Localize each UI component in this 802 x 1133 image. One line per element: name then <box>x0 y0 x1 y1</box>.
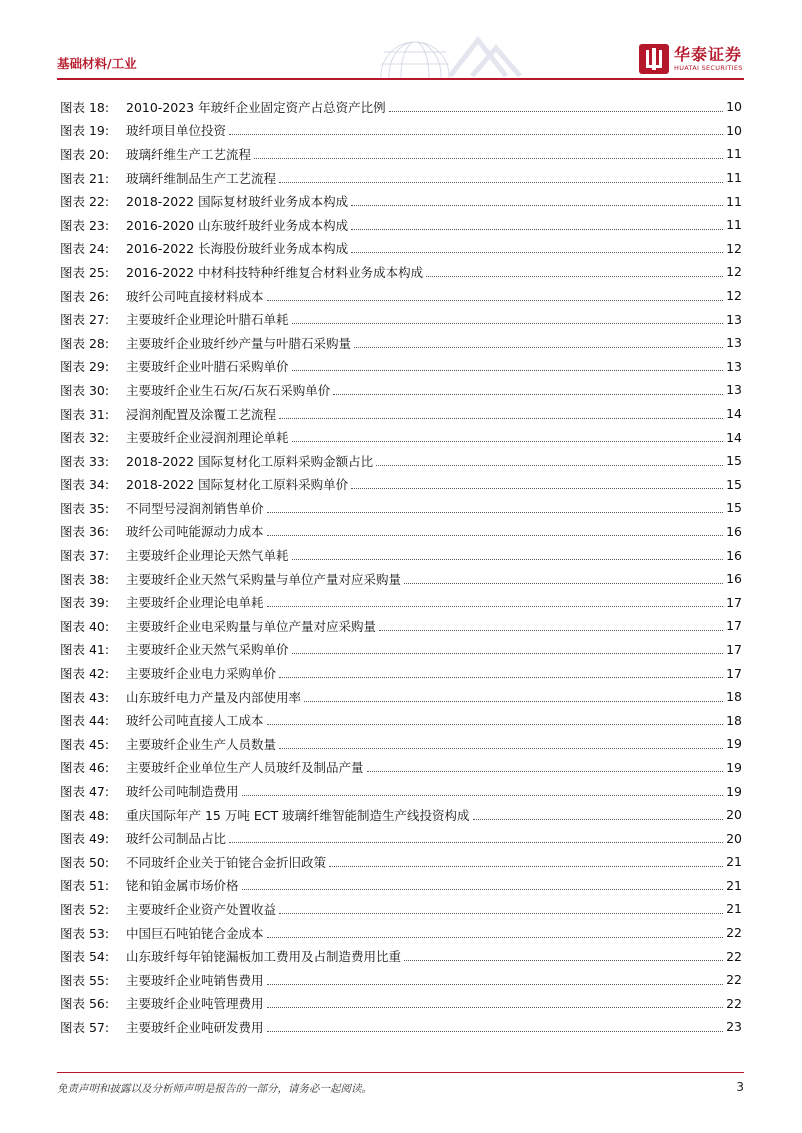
toc-dot-leader <box>351 196 723 206</box>
toc-entry-label: 图表 50: <box>60 854 110 870</box>
toc-entry-label: 图表 19: <box>60 123 110 139</box>
toc-entry-title: 玻纤公司吨直接人工成本 <box>126 713 264 729</box>
toc-dot-leader <box>404 574 723 584</box>
toc-entry-label: 图表 53: <box>60 925 110 941</box>
toc-entry-page: 13 <box>726 335 742 351</box>
toc-entry-page: 16 <box>726 547 742 563</box>
toc-entry-title: 山东玻纤每年铂铑漏板加工费用及占制造费用比重 <box>126 949 402 965</box>
toc-entry-label: 图表 29: <box>60 359 110 375</box>
toc-entry-page: 19 <box>726 736 742 752</box>
toc-entry-label: 图表 35: <box>60 500 110 516</box>
toc-entry-title: 主要玻纤企业叶腊石采购单价 <box>126 359 289 375</box>
toc-entry-page: 11 <box>726 170 742 186</box>
toc-dot-leader <box>379 621 723 631</box>
toc-dot-leader <box>229 833 723 843</box>
toc-entry-label: 图表 39: <box>60 595 110 611</box>
toc-entry[interactable] <box>60 756 742 780</box>
toc-entry[interactable] <box>60 661 742 685</box>
toc-entry[interactable] <box>60 496 742 520</box>
toc-entry-page: 22 <box>726 972 742 988</box>
toc-entry-page: 14 <box>726 429 742 445</box>
toc-entry-title: 主要玻纤企业理论叶腊石单耗 <box>126 312 289 328</box>
toc-dot-leader <box>267 1022 724 1032</box>
toc-entry[interactable] <box>60 992 742 1016</box>
toc-dot-leader <box>242 786 724 796</box>
toc-entry-title: 2018-2022 国际复材玻纤业务成本构成 <box>126 194 349 210</box>
toc-entry-title: 中国巨石吨铂铑合金成本 <box>126 925 264 941</box>
toc-dot-leader <box>267 998 724 1008</box>
toc-entry-page: 10 <box>726 99 742 115</box>
toc-entry-page: 11 <box>726 146 742 162</box>
toc-entry[interactable] <box>60 944 742 968</box>
toc-entry-title: 主要玻纤企业生石灰/石灰石采购单价 <box>126 382 331 398</box>
toc-entry-label: 图表 43: <box>60 689 110 705</box>
toc-dot-leader <box>267 928 724 938</box>
toc-entry[interactable] <box>60 425 742 449</box>
toc-entry-title: 主要玻纤企业生产人员数量 <box>126 736 277 752</box>
toc-entry[interactable] <box>60 803 742 827</box>
toc-entry-page: 20 <box>726 807 742 823</box>
toc-entry-label: 图表 28: <box>60 335 110 351</box>
toc-entry-label: 图表 32: <box>60 430 110 446</box>
header-decoration <box>300 30 540 78</box>
toc-entry-label: 图表 46: <box>60 760 110 776</box>
toc-dot-leader <box>329 857 723 867</box>
toc-dot-leader <box>254 149 723 159</box>
toc-dot-leader <box>267 291 724 301</box>
toc-dot-leader <box>292 644 724 654</box>
toc-entry-page: 13 <box>726 311 742 327</box>
huatai-logo <box>639 44 743 74</box>
toc-entry-label: 图表 54: <box>60 949 110 965</box>
toc-dot-leader <box>279 409 723 419</box>
toc-entry-label: 图表 33: <box>60 453 110 469</box>
logo-english-name: HUATAI SECURITIES <box>674 63 743 72</box>
toc-entry-label: 图表 36: <box>60 524 110 540</box>
toc-entry-title: 主要玻纤企业天然气采购量与单位产量对应采购量 <box>126 571 402 587</box>
toc-dot-leader <box>354 338 723 348</box>
arrow-graphic <box>450 40 520 76</box>
toc-entry-label: 图表 31: <box>60 406 110 422</box>
toc-entry-page: 19 <box>726 759 742 775</box>
toc-entry[interactable] <box>60 473 742 497</box>
toc-entry[interactable] <box>60 307 742 331</box>
toc-entry-title: 不同型号浸润剂销售单价 <box>126 500 264 516</box>
toc-entry-title: 不同玻纤企业关于铂铑合金折旧政策 <box>126 854 327 870</box>
toc-dot-leader <box>267 503 724 513</box>
toc-entry-label: 图表 47: <box>60 784 110 800</box>
toc-entry-page: 16 <box>726 571 742 587</box>
toc-entry-page: 19 <box>726 783 742 799</box>
toc-entry-title: 主要玻纤企业玻纤纱产量与叶腊石采购量 <box>126 335 352 351</box>
toc-entry-title: 重庆国际年产 15 万吨 ECT 玻璃纤维智能制造生产线投资构成 <box>126 807 470 823</box>
toc-entry[interactable] <box>60 378 742 402</box>
logo-chinese-name: 华泰证券 <box>674 44 743 64</box>
toc-dot-leader <box>304 692 723 702</box>
page-number: 3 <box>736 1080 744 1094</box>
toc-entry-page: 16 <box>726 523 742 539</box>
toc-entry-page: 12 <box>726 288 742 304</box>
toc-dot-leader <box>376 456 723 466</box>
toc-dot-leader <box>404 951 723 961</box>
toc-dot-leader <box>279 668 723 678</box>
toc-entry-page: 13 <box>726 382 742 398</box>
toc-entry-label: 图表 57: <box>60 1019 110 1035</box>
globe-graphic <box>381 42 449 78</box>
toc-entry-title: 主要玻纤企业吨销售费用 <box>126 972 264 988</box>
toc-entry-label: 图表 55: <box>60 972 110 988</box>
footer-divider <box>57 1072 744 1073</box>
toc-entry[interactable] <box>60 355 742 379</box>
toc-entry-label: 图表 24: <box>60 241 110 257</box>
toc-entry-page: 21 <box>726 854 742 870</box>
toc-dot-leader <box>279 739 723 749</box>
toc-entry-label: 图表 21: <box>60 170 110 186</box>
toc-entry-page: 22 <box>726 925 742 941</box>
toc-entry-title: 2018-2022 国际复材化工原料采购金额占比 <box>126 453 374 469</box>
toc-dot-leader <box>292 432 724 442</box>
toc-entry[interactable] <box>60 520 742 544</box>
toc-dot-leader <box>473 810 724 820</box>
toc-dot-leader <box>292 550 724 560</box>
toc-entry[interactable] <box>60 685 742 709</box>
toc-entry[interactable] <box>60 543 742 567</box>
toc-entry-title: 主要玻纤企业单位生产人员玻纤及制品产量 <box>126 760 364 776</box>
toc-entry[interactable] <box>60 968 742 992</box>
toc-entry-label: 图表 30: <box>60 382 110 398</box>
toc-entry-label: 图表 20: <box>60 146 110 162</box>
toc-entry-page: 20 <box>726 830 742 846</box>
toc-dot-leader <box>351 479 723 489</box>
toc-entry-title: 主要玻纤企业理论电单耗 <box>126 595 264 611</box>
toc-entry-label: 图表 48: <box>60 807 110 823</box>
toc-entry-title: 2018-2022 国际复材化工原料采购单价 <box>126 477 349 493</box>
toc-entry-page: 21 <box>726 901 742 917</box>
toc-entry-page: 11 <box>726 193 742 209</box>
toc-entry-label: 图表 52: <box>60 901 110 917</box>
huatai-logo-icon <box>639 44 669 74</box>
toc-entry-page: 12 <box>726 264 742 280</box>
toc-entry-label: 图表 26: <box>60 288 110 304</box>
toc-entry-title: 主要玻纤企业吨管理费用 <box>126 996 264 1012</box>
toc-entry-page: 12 <box>726 240 742 256</box>
toc-entry-page: 14 <box>726 406 742 422</box>
toc-entry-title: 玻纤项目单位投资 <box>126 123 227 139</box>
toc-entry-page: 17 <box>726 594 742 610</box>
toc-entry-title: 2010-2023 年玻纤企业固定资产占总资产比例 <box>126 99 386 115</box>
toc-entry-label: 图表 27: <box>60 312 110 328</box>
toc-dot-leader <box>292 314 724 324</box>
toc-entry-page: 18 <box>726 712 742 728</box>
toc-entry[interactable] <box>60 567 742 591</box>
toc-entry-label: 图表 34: <box>60 477 110 493</box>
toc-dot-leader <box>279 904 723 914</box>
toc-entry-page: 10 <box>726 122 742 138</box>
toc-entry[interactable] <box>60 119 742 143</box>
toc-entry[interactable] <box>60 897 742 921</box>
toc-entry-page: 17 <box>726 641 742 657</box>
toc-entry[interactable] <box>60 708 742 732</box>
toc-entry[interactable] <box>60 874 742 898</box>
toc-entry[interactable] <box>60 189 742 213</box>
toc-entry-title: 玻纤公司吨直接材料成本 <box>126 288 264 304</box>
header-divider <box>57 78 744 80</box>
toc-entry[interactable] <box>60 213 742 237</box>
toc-entry-page: 17 <box>726 618 742 634</box>
toc-dot-leader <box>389 102 723 112</box>
toc-entry-label: 图表 40: <box>60 618 110 634</box>
toc-entry-label: 图表 23: <box>60 217 110 233</box>
toc-entry-label: 图表 37: <box>60 548 110 564</box>
toc-entry-label: 图表 25: <box>60 264 110 280</box>
toc-entry-page: 21 <box>726 877 742 893</box>
toc-dot-leader <box>367 762 724 772</box>
toc-entry-title: 山东玻纤电力产量及内部使用率 <box>126 689 302 705</box>
toc-dot-leader <box>267 526 724 536</box>
toc-entry[interactable] <box>60 638 742 662</box>
toc-entry-page: 15 <box>726 476 742 492</box>
toc-dot-leader <box>229 125 723 135</box>
toc-entry[interactable] <box>60 779 742 803</box>
toc-entry[interactable] <box>60 614 742 638</box>
toc-entry-label: 图表 41: <box>60 642 110 658</box>
toc-entry-title: 玻纤公司制品占比 <box>126 831 227 847</box>
toc-entry[interactable] <box>60 260 742 284</box>
toc-entry-label: 图表 18: <box>60 99 110 115</box>
toc-entry[interactable] <box>60 331 742 355</box>
toc-dot-leader <box>242 880 724 890</box>
toc-entry-label: 图表 56: <box>60 996 110 1012</box>
toc-entry[interactable] <box>60 95 742 119</box>
toc-entry-title: 铑和铂金属市场价格 <box>126 878 239 894</box>
toc-entry-title: 主要玻纤企业吨研发费用 <box>126 1019 264 1035</box>
toc-entry-page: 22 <box>726 948 742 964</box>
toc-entry-title: 主要玻纤企业资产处置收益 <box>126 901 277 917</box>
toc-entry[interactable] <box>60 449 742 473</box>
toc-entry[interactable] <box>60 284 742 308</box>
toc-entry-title: 2016-2022 长海股份玻纤业务成本构成 <box>126 241 349 257</box>
toc-entry[interactable] <box>60 590 742 614</box>
toc-dot-leader <box>279 173 723 183</box>
toc-entry-label: 图表 38: <box>60 571 110 587</box>
toc-entry[interactable] <box>60 402 742 426</box>
toc-entry-title: 玻纤公司吨能源动力成本 <box>126 524 264 540</box>
toc-entry-page: 18 <box>726 689 742 705</box>
toc-entry-title: 主要玻纤企业浸润剂理论单耗 <box>126 430 289 446</box>
header-category: 基础材料/工业 <box>57 56 137 71</box>
toc-entry[interactable] <box>60 826 742 850</box>
toc-dot-leader <box>333 385 723 395</box>
toc-entry-page: 23 <box>726 1019 742 1035</box>
toc-dot-leader <box>292 361 724 371</box>
toc-entry-page: 11 <box>726 217 742 233</box>
toc-entry-title: 玻璃纤维生产工艺流程 <box>126 146 252 162</box>
footer-disclaimer: 免责声明和披露以及分析师声明是报告的一部分，请务必一起阅读。 <box>57 1083 372 1095</box>
toc-entry[interactable] <box>60 850 742 874</box>
toc-entry-title: 玻纤公司吨制造费用 <box>126 784 239 800</box>
toc-entry-title: 2016-2020 山东玻纤玻纤业务成本构成 <box>126 217 349 233</box>
toc-dot-leader <box>351 220 723 230</box>
toc-entry-label: 图表 49: <box>60 831 110 847</box>
toc-dot-leader <box>267 597 724 607</box>
toc-entry-title: 主要玻纤企业理论天然气单耗 <box>126 548 289 564</box>
toc-entry-title: 主要玻纤企业天然气采购单价 <box>126 642 289 658</box>
toc-entry-page: 15 <box>726 453 742 469</box>
toc-entry[interactable] <box>60 732 742 756</box>
toc-dot-leader <box>267 975 724 985</box>
toc-entry-page: 13 <box>726 358 742 374</box>
toc-entry[interactable] <box>60 142 742 166</box>
toc-entry-title: 主要玻纤企业电力采购单价 <box>126 666 277 682</box>
toc-dot-leader <box>351 243 723 253</box>
toc-entry[interactable] <box>60 237 742 261</box>
toc-entry-label: 图表 51: <box>60 878 110 894</box>
toc-entry-title: 主要玻纤企业电采购量与单位产量对应采购量 <box>126 618 377 634</box>
toc-entry-title: 浸润剂配置及涂覆工艺流程 <box>126 406 277 422</box>
toc-entry-page: 22 <box>726 995 742 1011</box>
toc-entry-title: 2016-2022 中材科技特种纤维复合材料业务成本构成 <box>126 264 424 280</box>
toc-dot-leader <box>426 267 723 277</box>
toc-dot-leader <box>267 715 724 725</box>
toc-entry[interactable] <box>60 166 742 190</box>
toc-entry-title: 玻璃纤维制品生产工艺流程 <box>126 170 277 186</box>
toc-entry-label: 图表 44: <box>60 713 110 729</box>
toc-entry-page: 17 <box>726 665 742 681</box>
toc-entry-label: 图表 45: <box>60 736 110 752</box>
toc-entry-label: 图表 42: <box>60 666 110 682</box>
figure-index-list <box>60 95 742 1039</box>
toc-entry-label: 图表 22: <box>60 194 110 210</box>
toc-entry-page: 15 <box>726 500 742 516</box>
toc-entry[interactable] <box>60 921 742 945</box>
toc-entry[interactable] <box>60 1015 742 1039</box>
